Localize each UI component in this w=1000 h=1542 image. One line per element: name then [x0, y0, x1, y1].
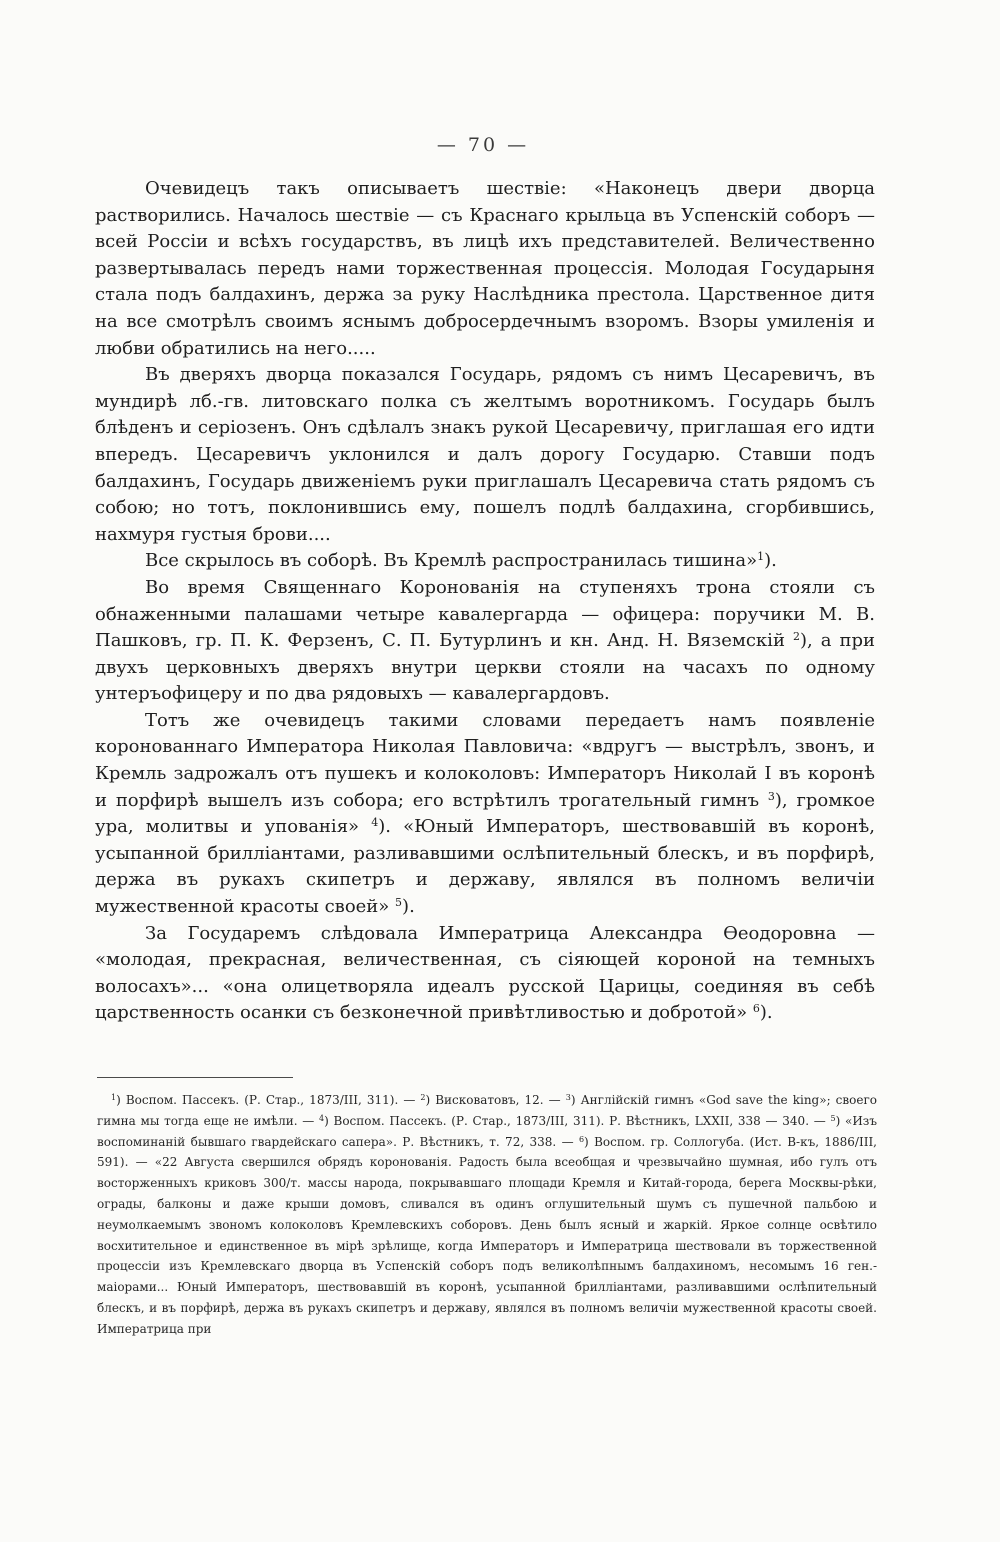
- text-run: За Государемъ слѣдовала Императрица Александра Өеодоровна — «молодая, прекрасная, величественная, съ сіяющей короной на темныхъ волосахъ»... «она олицетворяла идеалъ русской Царицы, соединяя въ себѣ царственность осанки съ безконечной привѣтливостью и добротой»: [95, 922, 875, 1024]
- page-number: — 70 —: [436, 134, 530, 156]
- text-run: ) «Изъ воспоминаній бывшаго гвардейскаго сапера». Р. Вѣстникъ, т. 72, 338. —: [97, 1113, 877, 1149]
- paragraph: [95, 708, 875, 921]
- footnote-ref: 6: [752, 1002, 760, 1016]
- text-run: Во время Священнаго Коронованія на ступеняхъ трона стояли съ обнаженными палашами четыре кавалергарда — офицера: поручики М. В. Пашковъ, гр. П. К. Ферзенъ, С. П. Бутурлинъ и кн. Анд. Н. Вяземскій: [95, 576, 875, 652]
- text-run: ), а при двухъ церковныхъ дверяхъ внутри церкви стояли на часахъ по одному унтеръофицеру и по два рядовыхъ — кавалергардовъ.: [95, 630, 876, 705]
- text-run: Очевидецъ такъ описываетъ шествіе: «Наконецъ двери дворца растворились. Началось шествіе — съ Краснаго крыльца въ Успенскій соборъ — всей Россіи и всѣхъ государствъ, въ лицѣ ихъ представителей. Величественно развертывалась передъ нами торжественная процессія. Молодая Государыня стала подъ балдахинъ, держа за руку Наслѣдника престола. Царственное дитя на все смотрѣлъ своимъ яснымъ добросердечнымъ взоромъ. Взоры умиленія и любви обратились на него.....: [95, 178, 875, 359]
- paragraph: [95, 362, 875, 548]
- paragraph: [95, 575, 875, 708]
- footnote-ref: 3: [767, 789, 775, 803]
- footnote-ref: 2: [420, 1093, 426, 1102]
- footnote-ref: 2: [792, 630, 800, 644]
- footnote-ref: 6: [578, 1134, 585, 1144]
- footnote-ref: 3: [565, 1093, 571, 1102]
- footnote-ref: 1: [111, 1093, 117, 1102]
- paragraph: [95, 921, 875, 1027]
- text-run: ). «Юный Императоръ, шествовавшій въ коронѣ, усыпанной бриллiантами, разливавшими ослѣпительный блескъ, и въ порфирѣ, держа въ рукахъ скипетръ и державу, являлся въ полномъ величіи мужественной красоты своей»: [95, 816, 875, 918]
- text-run: ).: [759, 1002, 773, 1024]
- text-run: ) Англійскій гимнъ «God save the king»; своего гимна мы тогда еще не имѣли. —: [97, 1093, 877, 1128]
- footnote-ref: 5: [395, 896, 403, 910]
- text-run: ) Воспом. Пассекъ. (Р. Стар., 1873/III, 311). Р. Вѣстникъ, LXXII, 338 — 340. —: [324, 1113, 831, 1128]
- footnote-ref: 5: [830, 1113, 836, 1123]
- text-run: ), громкое ура, молитвы и упованія»: [95, 789, 875, 838]
- text-run: ).: [764, 550, 777, 572]
- text-run: Въ дверяхъ дворца показался Государь, рядомъ съ нимъ Цесаревичъ, въ мундирѣ лб.-гв. литовскаго полка съ желтымъ воротникомъ. Государь былъ блѣденъ и серіозенъ. Онъ сдѣлалъ знакъ рукой Цесаревичу, приглашая его идти впередъ. Цесаревичъ уклонился и далъ дорогу Государю. Ставши подъ балдахинъ, Государь движеніемъ руки приглашалъ Цесаревича стать рядомъ съ собою; но тотъ, поклонившись ему, пошелъ подлѣ балдахина, сгорбившись, нахмуря густыя брови....: [95, 364, 875, 545]
- text-run: ).: [402, 896, 415, 918]
- text-run: Тотъ же очевидецъ такими словами передаетъ намъ появленіе коронованнаго Императора Николая Павловича: «вдругъ — выстрѣлъ, звонъ, и Кремль задрожалъ отъ пушекъ и колоколовъ: Императоръ Николай I въ коронѣ и порфирѣ вышелъ изъ собора; его встрѣтилъ трогательный гимнъ: [95, 709, 875, 811]
- footnotes: [97, 1090, 877, 1340]
- main-text: [95, 176, 875, 1027]
- text-run: ) Воспом. Пассекъ. (Р. Стар., 1873/III, 311). —: [116, 1093, 421, 1107]
- text-run: ) Висковатовъ, 12. —: [425, 1093, 566, 1107]
- text-run: ) Воспом. гр. Соллогуба. (Ист. В-къ, 1886/III, 591). — «22 Августа свершился обрядъ коронованія. Радость была всеобщая и чрезвычайно шумная, ибо гулъ отъ восторженныхъ криковъ 300/т. массы народа, покрывавшаго площади Кремля и Китай-города, берега Москвы-рѣки, ограды, балконы и даже крыши домовъ, сливался въ одинъ оглушительный шумъ съ пушечной пальбою и неумолкаемымъ звономъ колоколовъ Кремлевскихъ соборовъ. День былъ ясный и жаркій. Яркое солнце освѣтило восхитительное и единственное въ мірѣ зрѣлище, когда Императоръ и Императрица шествовали въ торжественной процессіи изъ Кремлевскаго дворца въ Успенскій соборъ подъ великолѣпнымъ балдахиномъ, несомымъ 16 ген.-маіорами... Юный Императоръ, шествовавшій въ коронѣ, усыпанной бриллiантами, разливавшими ослѣпительный блескъ, и въ порфирѣ, держа въ рукахъ скипетръ и державу, являлся въ полномъ величіи мужественной красоты своей. Императрица при: [97, 1134, 877, 1336]
- paragraph: [95, 548, 875, 575]
- footnote-ref: 1: [757, 550, 765, 564]
- text-run: Все скрылось въ соборѣ. Въ Кремлѣ распространилась тишина»: [145, 550, 758, 572]
- paragraph: [95, 176, 875, 362]
- footnote-text: [97, 1090, 877, 1340]
- footnote-ref: 4: [371, 816, 379, 830]
- footnote-separator: [97, 1077, 293, 1078]
- footnote-ref: 4: [319, 1113, 325, 1123]
